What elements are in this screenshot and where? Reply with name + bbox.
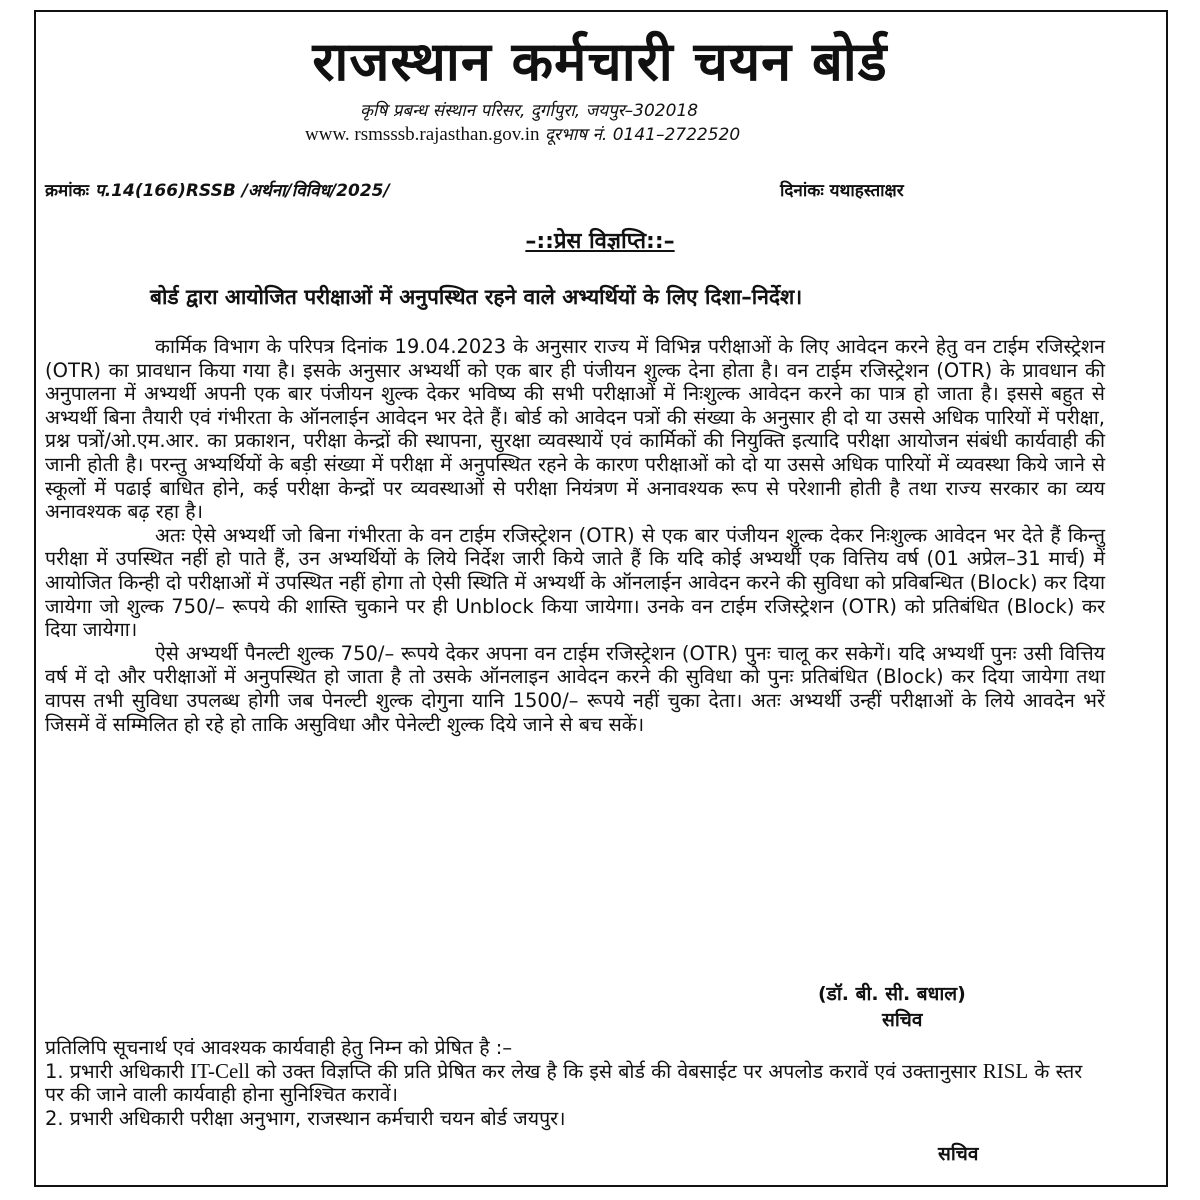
- it-cell-text: IT-Cell: [190, 1058, 250, 1083]
- reference-value: प.14(166)RSSB /अर्थना/विविध/2025/: [95, 181, 390, 201]
- board-address: कृषि प्रबन्ध संस्थान परिसर, दुर्गापुरा, जयपुर–302018: [360, 101, 699, 121]
- press-release-heading: –::प्रेस विज्ञप्ति::–: [525, 229, 675, 254]
- paragraph: अतः ऐसे अभ्यर्थी जो बिना गंभीरता के वन टाईम रजिस्ट्रेशन (OTR) से एक बार पंजीयन शुल्क देकर निःशुल्क आवेदन भर देते हैं किन्तु परीक्षा में उपस्थित नहीं हो पाते हैं, उन अभ्यर्थियों के लिये निर्देश जारी किये जाते हैं कि यदि कोई अभ्यर्थी एक वित्तिय वर्ष (01 अप्रेल–31 मार्च) में आयोजित किन्ही दो परीक्षाओं में उपस्थित नहीं होगा तो ऐसी स्थिति में अभ्यर्थी के ऑनलाईन आवेदन करने की सुविधा को प्रविबन्धित (Block) कर दिया जायेगा जो शुल्क 750/– रूपये की शास्ति चुकाने पर ही Unblock किया जायेगा। उनके वन टाईम रजिस्ट्रेशन (OTR) को प्रतिबंधित (Block) कर दिया जायेगा।: [45, 523, 1105, 642]
- copy-list: [45, 1036, 1105, 1130]
- risl-text: RISL: [982, 1058, 1029, 1083]
- reference-label: क्रमांकः: [45, 181, 90, 201]
- signatory-name: (डॉ. बी. सी. बधाल): [818, 983, 966, 1005]
- website-link[interactable]: www. rsmsssb.rajasthan.gov.in: [305, 124, 540, 145]
- signatory-designation: सचिव: [882, 1009, 923, 1031]
- copy-signatory-designation: सचिव: [938, 1143, 979, 1165]
- reference-number: [45, 178, 390, 201]
- issue-date: दिनांकः यथाहस्ताक्षर: [780, 181, 904, 201]
- copy-item-1: 1. प्रभारी अधिकारी IT-Cell को उक्त विज्ञप्ति की प्रति प्रेषित कर लेख है कि इसे बोर्ड की वेबसाईट पर अपलोड करावें एवं उक्तानुसार RISL के स्तर पर की जाने वाली कार्यवाही होना सुनिश्चित करावें।: [45, 1058, 1083, 1107]
- paragraph: ऐसे अभ्यर्थी पैनल्टी शुल्क 750/– रूपये देकर अपना वन टाईम रजिस्ट्रेशन (OTR) पुनः चालू कर सकेगें। यदि अभ्यर्थी पुनः उसी वित्तिय वर्ष में दो और परीक्षाओं में अनुपस्थित हो जाता है तो उसके ऑनलाइन आवेदन करने की सुविधा को पुनः प्रतिबंधित (Block) कर दिया जायेगा तथा वापस तभी सुविधा उपलब्ध होगी जब पेनल्टी शुल्क दोगुना यानि 1500/– रूपये नहीं चुका देता। अतः अभ्यर्थी उन्हीं परीक्षाओं के लिये आवदेन भरें जिसमें वें सम्मिलित हो रहे हो ताकि असुविधा और पेनेल्टी शुल्क दिये जाने से बच सकें।: [45, 641, 1105, 736]
- phone-number: दूरभाष नं. 0141–2722520: [544, 125, 741, 145]
- copy-item-2: 2. प्रभारी अधिकारी परीक्षा अनुभाग, राजस्थान कर्मचारी चयन बोर्ड जयपुर।: [45, 1106, 566, 1130]
- board-title: राजस्थान कर्मचारी चयन बोर्ड: [312, 30, 888, 93]
- paragraph: कार्मिक विभाग के परिपत्र दिनांक 19.04.2023 के अनुसार राज्य में विभिन्न परीक्षाओं के लिए आवेदन करने हेतु वन टाईम रजिस्ट्रेशन (OTR) का प्रावधान किया गया है। इसके अनुसार अभ्यर्थी को एक बार ही पंजीयन शुल्क देना होता है। वन टाईम रजिस्ट्रेशन (OTR) के प्रावधान की अनुपालना में अभ्यर्थी अपनी एक बार पंजीयन शुल्क देकर भविष्य की सभी परीक्षाओं में निःशुल्क आवेदन करने का पात्र हो जाता है। इससे बहुत से अभ्यर्थी बिना तैयारी एवं गंभीरता के ऑनलाईन आवेदन भर देते हैं। बोर्ड को आवेदन पत्रों की संख्या के अनुसार ही दो या उससे अधिक पारियों में परीक्षा, प्रश्न पत्रों/ओ.एम.आर. का प्रकाशन, परीक्षा केन्द्रों की स्थापना, सुरक्षा व्यवस्थायें एवं कार्मिकों की नियुक्ति इत्यादि परीक्षा आयोजन संबंधी कार्यवाही की जानी होती है। परन्तु अभ्यर्थियों के बड़ी संख्या में परीक्षा में अनुपस्थित रहने के कारण परीक्षाओं को दो या उससे अधिक पारियों में व्यवस्था किये जाने से स्कूलों में पढाई बाधित होने, कई परीक्षा केन्द्रों पर व्यवस्थाओं से परीक्षा नियंत्रण में अनावश्यक रूप से परेशानी होती है तथा राज्य सरकार का व्यय अनावश्यक बढ़ रहा है।: [45, 335, 1105, 524]
- copy-intro: प्रतिलिपि सूचनार्थ एवं आवश्यक कार्यवाही हेतु निम्न को प्रेषित है :–: [45, 1036, 513, 1059]
- subject-line: बोर्ड द्वारा आयोजित परीक्षाओं में अनुपस्थित रहने वाले अभ्यर्थियों के लिए दिशा–निर्देश।: [150, 285, 803, 309]
- contact-line: [305, 122, 740, 146]
- body-text: [45, 335, 1105, 736]
